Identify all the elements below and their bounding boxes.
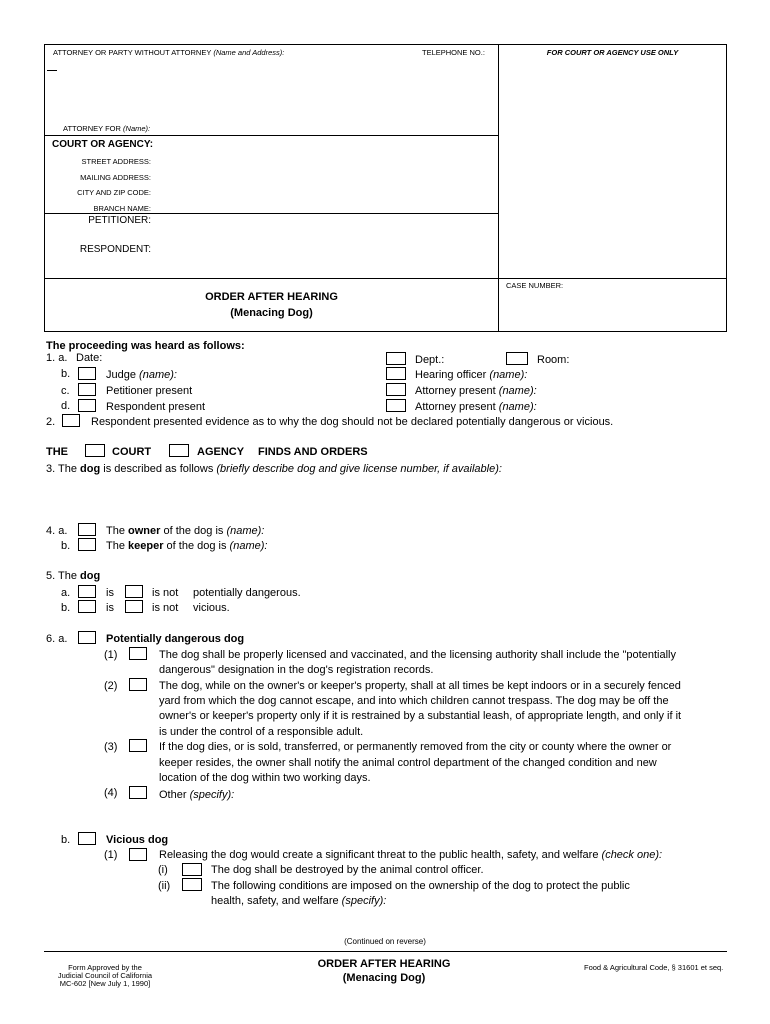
item-6a3-number: (3) <box>104 741 118 753</box>
date-label: Date: <box>76 352 103 364</box>
item-6b1ii-line1: The following conditions are imposed on the ownership of the dog to protect the public <box>211 880 630 892</box>
licensed-vaccinated-checkbox[interactable] <box>129 647 147 660</box>
is-not-label-a: is not <box>152 587 179 599</box>
item-1a-number: 1. a. <box>46 352 68 364</box>
item-6b1-number: (1) <box>104 849 118 861</box>
item-6b1ii-line2: health, safety, and welfare (specify): <box>211 895 387 907</box>
kept-indoors-checkbox[interactable] <box>129 678 147 691</box>
keeper-checkbox[interactable] <box>78 538 96 551</box>
is-not-vicious-checkbox[interactable] <box>125 600 143 613</box>
item-1c-number: c. <box>61 385 70 397</box>
approved-line2: Judicial Council of California <box>57 971 153 980</box>
is-label-a: is <box>106 587 114 599</box>
statute-reference: Food & Agricultural Code, § 31601 et seq. <box>584 963 724 972</box>
item-6a2-line4: is under the control of a responsible adult. <box>159 726 364 738</box>
destroyed-checkbox[interactable] <box>182 863 202 876</box>
street-address-label: STREET ADDRESS: <box>81 157 151 166</box>
judge-checkbox[interactable] <box>78 367 96 380</box>
vicious-dog-title: Vicious dog <box>106 834 169 846</box>
item-5b-number: b. <box>61 602 71 614</box>
is-label-b: is <box>106 602 114 614</box>
item-6b1i-text: The dog shall be destroyed by the animal control officer. <box>211 864 484 876</box>
item-1d-number: d. <box>61 400 71 412</box>
item-1b-number: b. <box>61 368 71 380</box>
owner-checkbox[interactable] <box>78 523 96 536</box>
hearing-officer-label: Hearing officer (name): <box>415 369 528 381</box>
findings-finds-orders: FINDS AND ORDERS <box>258 446 368 458</box>
room-label: Room: <box>537 354 570 366</box>
judge-label: Judge (name): <box>106 369 177 381</box>
attorney-present-petitioner-checkbox[interactable] <box>386 383 406 396</box>
attorney-present-respondent-label: Attorney present (name): <box>415 401 537 413</box>
respondent-present-label: Respondent present <box>106 401 206 413</box>
item-6a2-line2: yard from which the dog cannot escape, and into which children cannot trespass. The dog may be off the <box>159 695 669 707</box>
item-6a2-number: (2) <box>104 680 118 692</box>
form-subtitle: (Menacing Dog) <box>230 307 313 319</box>
court-use-label: FOR COURT OR AGENCY USE ONLY <box>546 48 679 57</box>
approved-line1: Form Approved by the <box>68 963 142 972</box>
respondent-label: RESPONDENT: <box>79 244 151 255</box>
is-vicious-checkbox[interactable] <box>78 600 96 613</box>
respondent-evidence-checkbox[interactable] <box>62 414 80 427</box>
item-6a1-line1: The dog shall be properly licensed and vaccinated, and the licensing authority shall include the "potentially <box>159 649 676 661</box>
room-checkbox[interactable] <box>506 352 528 365</box>
attorney-present-petitioner-label: Attorney present (name): <box>415 385 537 397</box>
footer-title: ORDER AFTER HEARING <box>317 958 451 970</box>
potentially-dangerous-dog-checkbox[interactable] <box>78 631 96 644</box>
attorney-label: ATTORNEY OR PARTY WITHOUT ATTORNEY (Name and Address): <box>53 48 285 57</box>
item-4a-number: 4. a. <box>46 525 68 537</box>
item-6b1-text: Releasing the dog would create a significant threat to the public health, safety, and welfare (check one): <box>159 849 663 861</box>
potentially-dangerous-text: potentially dangerous. <box>193 587 301 599</box>
court-checkbox[interactable] <box>85 444 105 457</box>
proceeding-heading: The proceeding was heard as follows: <box>46 340 245 352</box>
is-potentially-checkbox[interactable] <box>78 585 96 598</box>
item-6a2-line3: owner's or keeper's property only if it is restrained by a substantial leash, of appropriate length, and only if it <box>159 710 682 722</box>
petitioner-present-label: Petitioner present <box>106 385 193 397</box>
is-not-label-b: is not <box>152 602 179 614</box>
item-2-number: 2. <box>46 416 56 428</box>
mailing-address-label: MAILING ADDRESS: <box>80 173 151 182</box>
item-6a1-number: (1) <box>104 649 118 661</box>
item-3-text: 3. The dog is described as follows (briefly describe dog and give license number, if available): <box>46 463 502 475</box>
item-6a1-line2: dangerous" designation in the dog's registration records. <box>159 664 434 676</box>
form-number: MC-602 [New July 1, 1990] <box>59 979 151 988</box>
conditions-checkbox[interactable] <box>182 878 202 891</box>
footer-subtitle: (Menacing Dog) <box>342 972 426 984</box>
respondent-evidence-text: Respondent presented evidence as to why the dog should not be declared potentially dangerous or vicious. <box>91 416 614 428</box>
item-5-heading: 5. The dog <box>46 570 101 582</box>
other-text: Other (specify): <box>159 789 235 801</box>
attorney-present-respondent-checkbox[interactable] <box>386 399 406 412</box>
case-number-label: CASE NUMBER: <box>506 281 564 290</box>
attorney-for-label: ATTORNEY FOR (Name): <box>63 124 151 133</box>
continued-on-reverse: (Continued on reverse) <box>344 937 426 946</box>
item-6a3-line1: If the dog dies, or is sold, transferred, or permanently removed from the city or county where the owner or <box>159 741 672 753</box>
item-6a3-line2: keeper resides, the owner shall notify the animal control department of the changed condition and new <box>159 757 657 769</box>
telephone-label: TELEPHONE NO.: <box>422 48 485 57</box>
other-checkbox[interactable] <box>129 786 147 799</box>
branch-name-label: BRANCH NAME: <box>93 204 151 213</box>
item-4b-number: b. <box>61 540 71 552</box>
hearing-officer-checkbox[interactable] <box>386 367 406 380</box>
findings-the: THE <box>46 446 68 458</box>
item-6b1i-number: (i) <box>158 864 168 876</box>
keeper-text: The keeper of the dog is (name): <box>106 540 268 552</box>
significant-threat-checkbox[interactable] <box>129 848 147 861</box>
city-zip-label: CITY AND ZIP CODE: <box>77 188 151 197</box>
agency-checkbox[interactable] <box>169 444 189 457</box>
item-6b-number: b. <box>61 834 71 846</box>
is-not-potentially-checkbox[interactable] <box>125 585 143 598</box>
notify-animal-control-checkbox[interactable] <box>129 739 147 752</box>
item-6b1ii-number: (ii) <box>158 880 171 892</box>
item-6a3-line3: location of the dog within two working days. <box>159 772 371 784</box>
form-title: ORDER AFTER HEARING <box>205 291 338 303</box>
item-5a-number: a. <box>61 587 71 599</box>
vicious-dog-checkbox[interactable] <box>78 832 96 845</box>
vicious-text: vicious. <box>193 602 230 614</box>
respondent-present-checkbox[interactable] <box>78 399 96 412</box>
findings-court: COURT <box>112 446 152 458</box>
owner-text: The owner of the dog is (name): <box>106 525 265 537</box>
dept-label: Dept.: <box>415 354 445 366</box>
item-6a2-line1: The dog, while on the owner's or keeper's property, shall at all times be kept indoors or in a securely fenced <box>159 680 681 692</box>
item-6a-number: 6. a. <box>46 633 68 645</box>
potentially-dangerous-dog-title: Potentially dangerous dog <box>106 633 245 645</box>
item-6a4-number: (4) <box>104 787 118 799</box>
findings-agency: AGENCY <box>197 446 245 458</box>
petitioner-label: PETITIONER: <box>88 215 151 226</box>
petitioner-present-checkbox[interactable] <box>78 383 96 396</box>
footer-divider <box>44 951 727 952</box>
dept-checkbox[interactable] <box>386 352 406 365</box>
court-or-agency-label: COURT OR AGENCY: <box>52 139 154 150</box>
